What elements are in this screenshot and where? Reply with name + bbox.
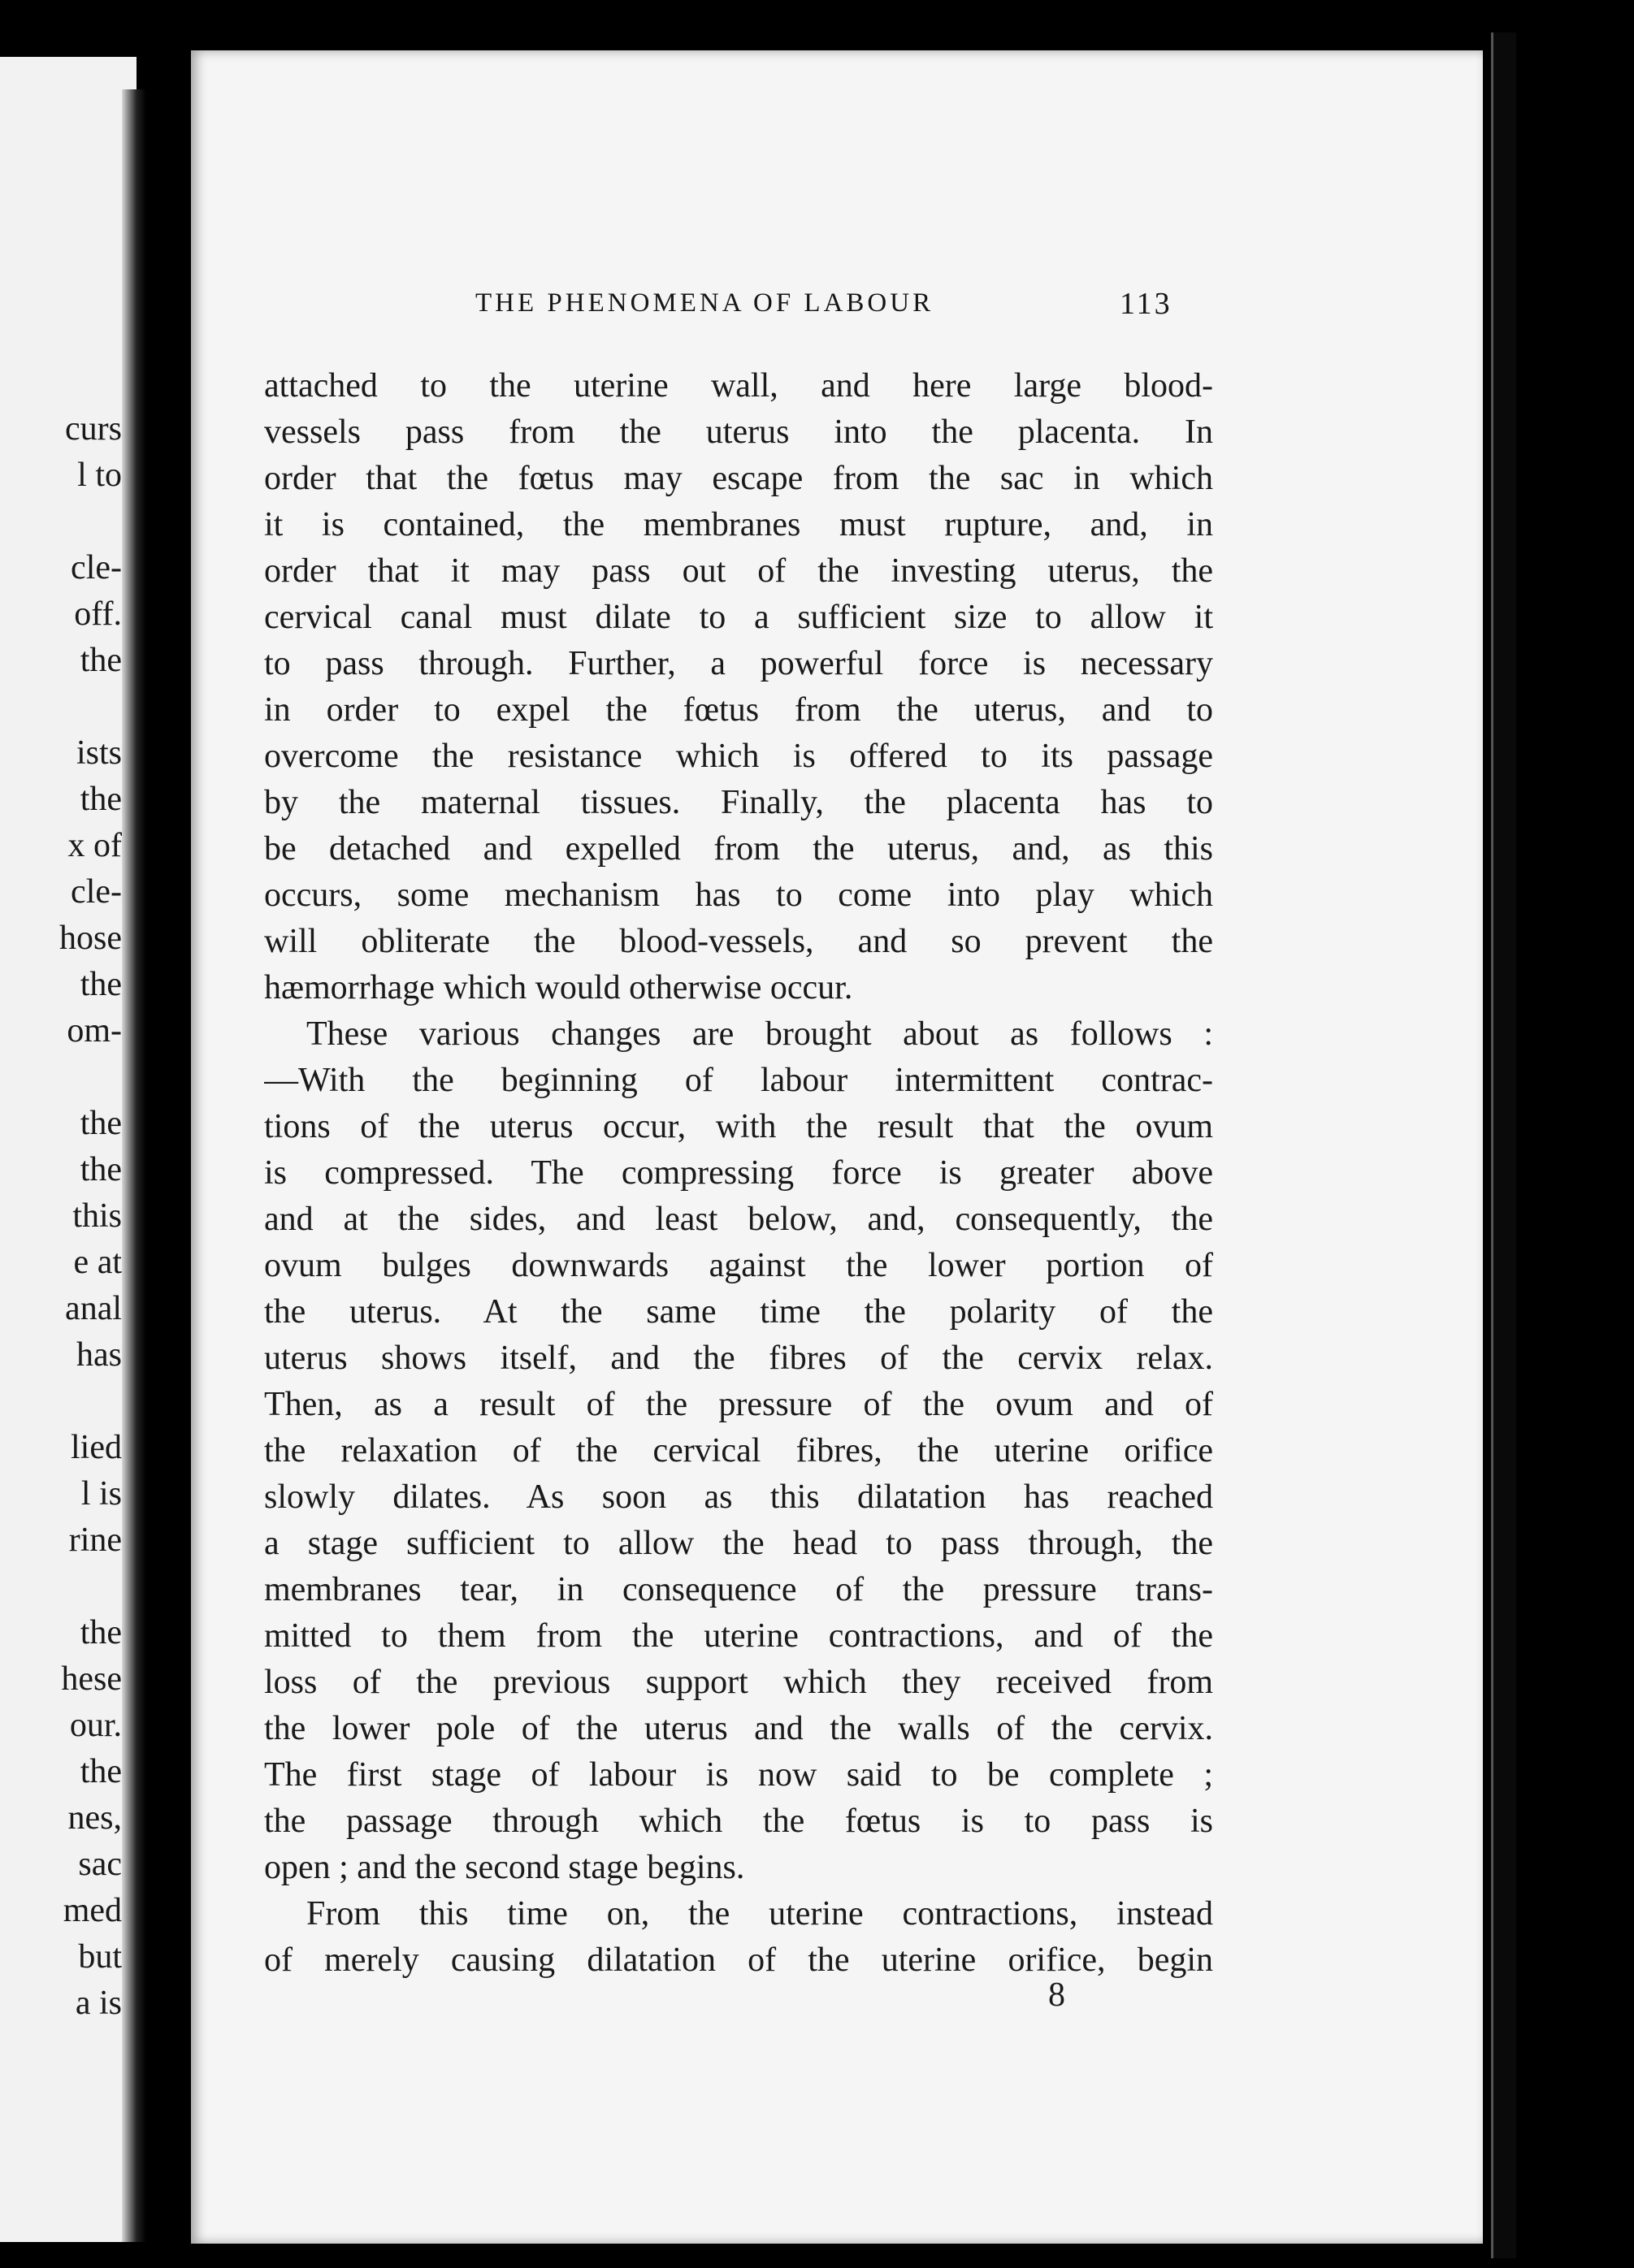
- left-page-line: x of: [67, 827, 122, 864]
- left-page-line: [0, 684, 122, 730]
- left-page-line: rine: [68, 1521, 122, 1559]
- body-text: [264, 363, 1213, 1984]
- page-edge: [1491, 32, 1516, 2258]
- text-line: From this time on, the uterine contractions, instead: [306, 1895, 1213, 1933]
- text-line: The first stage of labour is now said to be complete ;: [264, 1756, 1213, 1794]
- signature-mark: 8: [1048, 1976, 1065, 2014]
- left-page-line: the: [80, 1614, 122, 1651]
- left-page-line: has: [76, 1336, 122, 1374]
- text-line: hæmorrhage which would otherwise occur.: [264, 969, 853, 1006]
- left-page-line: nes,: [67, 1799, 122, 1837]
- text-line: by the maternal tissues. Finally, the placenta has to: [264, 784, 1213, 821]
- text-line: mitted to them from the uterine contractions, and of the: [264, 1617, 1213, 1655]
- text-line: These various changes are brought about as follows :: [306, 1015, 1213, 1053]
- text-line: in order to expel the fœtus from the uterus, and to: [264, 691, 1213, 729]
- running-head: THE PHENOMENA OF LABOUR: [475, 288, 934, 318]
- text-line: the lower pole of the uterus and the walls of the cervix.: [264, 1710, 1213, 1747]
- text-line: is compressed. The compressing force is greater above: [264, 1154, 1213, 1192]
- text-line: tions of the uterus occur, with the result that the ovum: [264, 1108, 1213, 1145]
- text-line: and at the sides, and least below, and, consequently, the: [264, 1201, 1213, 1238]
- text-line: the uterus. At the same time the polarity of the: [264, 1293, 1213, 1331]
- left-page-line: off.: [74, 595, 122, 633]
- left-page-line: but: [78, 1938, 122, 1976]
- left-page-line: l is: [80, 1475, 122, 1513]
- left-page-line: anal: [65, 1290, 122, 1327]
- left-page-line: curs: [65, 410, 122, 448]
- text-line: ovum bulges downwards against the lower portion of: [264, 1247, 1213, 1284]
- left-page-line: e at: [73, 1244, 122, 1281]
- text-line: open ; and the second stage begins.: [264, 1849, 745, 1886]
- left-page-line: this: [72, 1197, 122, 1235]
- left-page-line: cle-: [71, 549, 122, 586]
- text-line: cervical canal must dilate to a sufficient size to allow it: [264, 599, 1213, 636]
- text-line: it is contained, the membranes must rupture, and, in: [264, 506, 1213, 543]
- left-page-text-fragments: [0, 406, 122, 2027]
- text-line: of merely causing dilatation of the uterine orifice, begin: [264, 1941, 1213, 1979]
- left-page-line: sac: [78, 1846, 122, 1883]
- text-line: will obliterate the blood-vessels, and so prevent the: [264, 923, 1213, 960]
- left-page-line: the: [80, 1105, 122, 1142]
- text-line: occurs, some mechanism has to come into play which: [264, 876, 1213, 914]
- left-page-line: cle-: [71, 873, 122, 911]
- left-page-line: the: [80, 642, 122, 679]
- left-page-line: l to: [77, 457, 122, 494]
- left-page-line: ists: [76, 734, 122, 772]
- text-line: loss of the previous support which they received from: [264, 1664, 1213, 1701]
- text-line: be detached and expelled from the uterus, and, as this: [264, 830, 1213, 868]
- text-line: membranes tear, in consequence of the pressure trans-: [264, 1571, 1213, 1608]
- text-line: order that it may pass out of the investing uterus, the: [264, 552, 1213, 590]
- left-page-line: lied: [71, 1429, 122, 1466]
- left-page-line: [0, 499, 122, 545]
- text-line: —With the beginning of labour intermittent contrac-: [264, 1062, 1213, 1099]
- text-line: slowly dilates. As soon as this dilatation has reached: [264, 1478, 1213, 1516]
- left-page-line: our.: [69, 1707, 122, 1744]
- left-page-line: the: [80, 966, 122, 1003]
- left-page-line: the: [80, 1753, 122, 1790]
- text-line: a stage sufficient to allow the head to pass through, the: [264, 1525, 1213, 1562]
- left-page-line: hese: [61, 1660, 122, 1698]
- text-line: to pass through. Further, a powerful force is necessary: [264, 645, 1213, 682]
- left-page-line: a is: [75, 1984, 122, 2022]
- text-line: uterus shows itself, and the fibres of the cervix relax.: [264, 1340, 1213, 1377]
- left-page-line: [0, 1564, 122, 1610]
- text-line: vessels pass from the uterus into the placenta. In: [264, 413, 1213, 451]
- left-page-line: om-: [67, 1012, 122, 1050]
- left-page-line: the: [80, 1151, 122, 1188]
- text-line: Then, as a result of the pressure of the ovum and of: [264, 1386, 1213, 1423]
- text-line: the passage through which the fœtus is to pass is: [264, 1803, 1213, 1840]
- left-page-line: [0, 1379, 122, 1425]
- page-number: 113: [1120, 287, 1172, 321]
- left-page-line: hose: [59, 920, 122, 957]
- book-gutter: [122, 89, 146, 2242]
- text-line: the relaxation of the cervical fibres, the uterine orifice: [264, 1432, 1213, 1469]
- left-facing-page: [0, 57, 137, 2242]
- left-page-line: med: [63, 1892, 122, 1929]
- left-page-line: [0, 1054, 122, 1101]
- text-line: overcome the resistance which is offered to its passage: [264, 738, 1213, 775]
- left-page-line: the: [80, 781, 122, 818]
- text-line: order that the fœtus may escape from the sac in which: [264, 460, 1213, 497]
- text-line: attached to the uterine wall, and here large blood-: [264, 367, 1213, 405]
